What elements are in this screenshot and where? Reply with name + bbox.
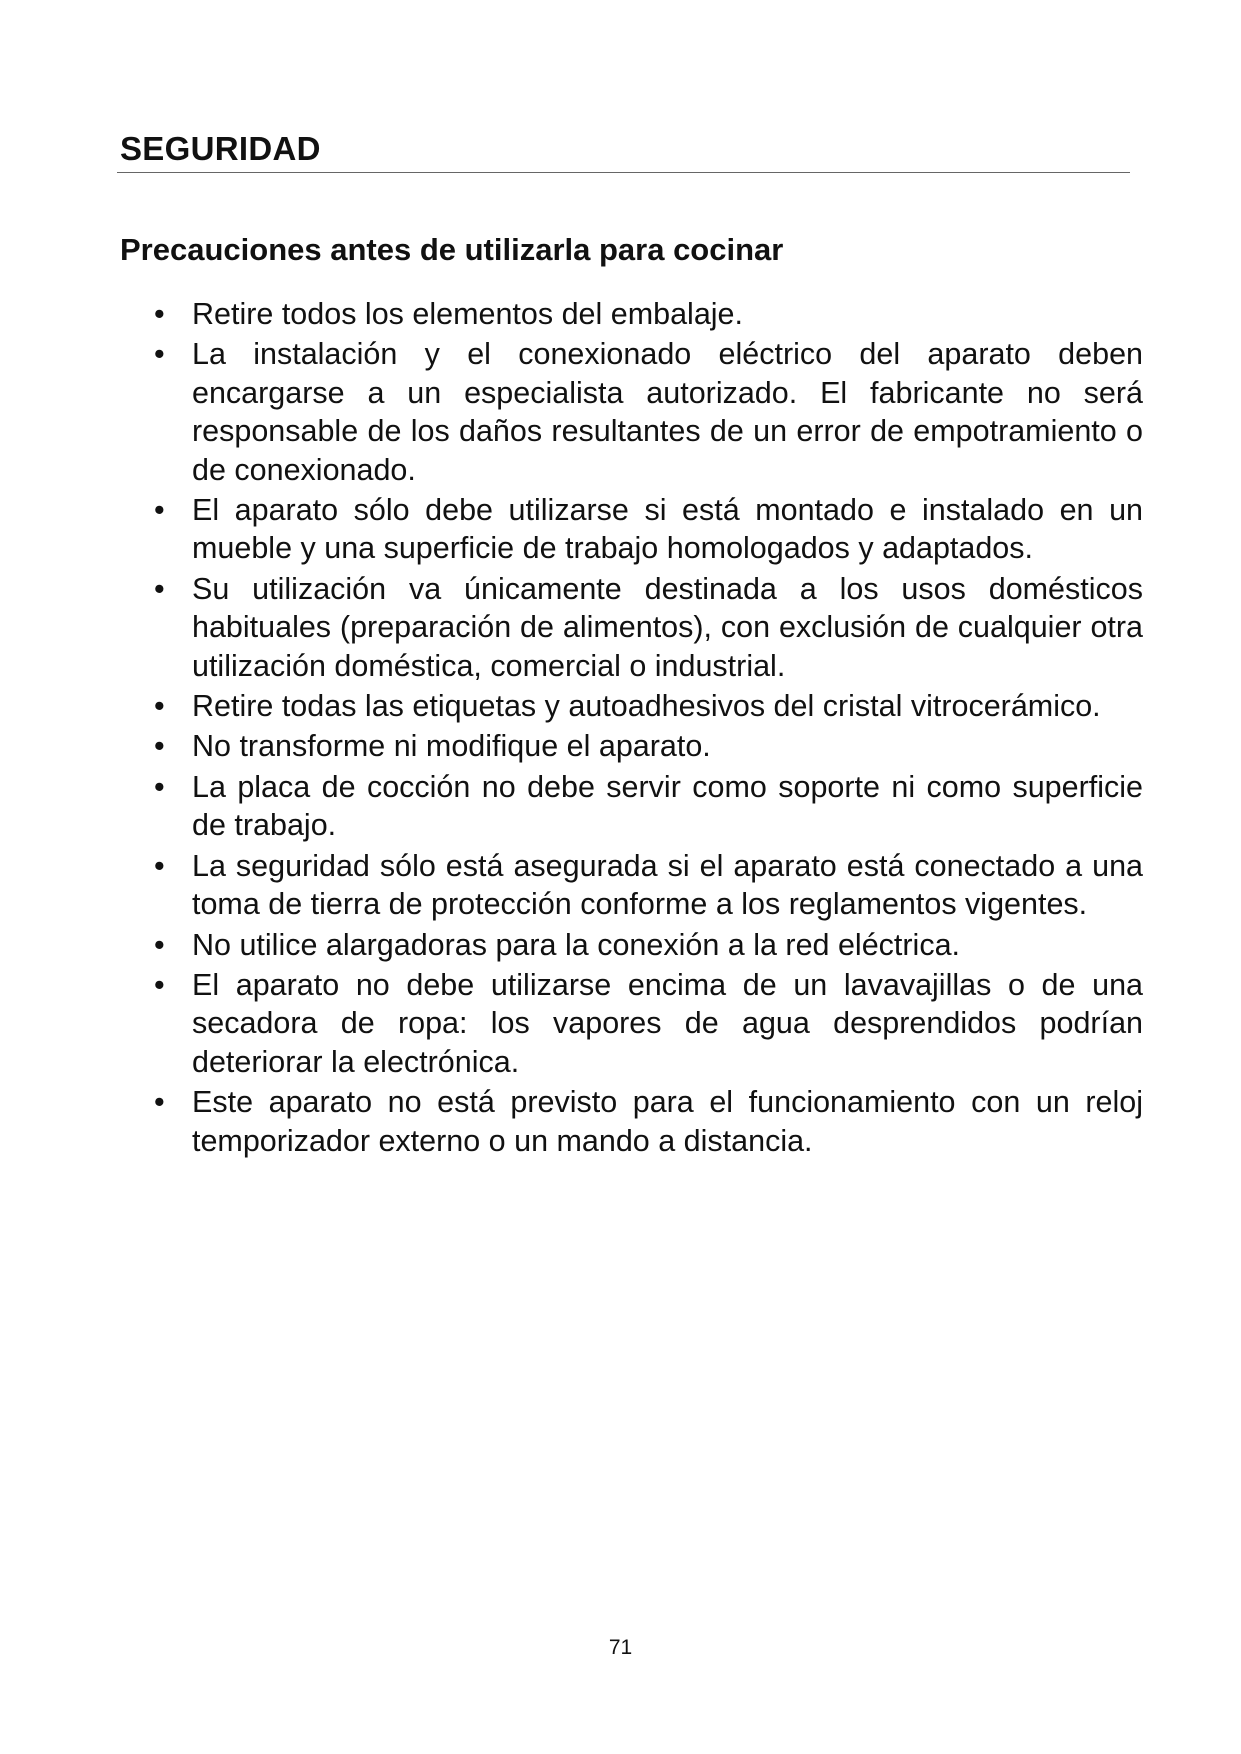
bullet-icon: • — [154, 1085, 165, 1120]
list-item — [150, 335, 1143, 489]
list-item-text: La placa de cocción no debe servir como soporte ni como superficie de trabajo. — [192, 769, 1143, 843]
list-item-text: No transforme ni modifique el aparato. — [192, 729, 711, 764]
list-item — [150, 1083, 1143, 1160]
list-item-text: La seguridad sólo está asegurada si el aparato está conectado a una toma de tierra de protección conforme a los reglamentos vigentes. — [192, 848, 1143, 922]
section-title: SEGURIDAD — [120, 130, 321, 167]
bullet-icon: • — [154, 927, 165, 962]
page-number: 71 — [608, 1636, 633, 1659]
list-item-text: No utilice alargadoras para la conexión a la red eléctrica. — [192, 927, 961, 962]
list-item-text: La instalación y el conexionado eléctrico del aparato deben encargarse a un especialista autorizado. El fabricante no será responsable de los daños resultantes de un error de empotramiento o de conexionado. — [192, 337, 1143, 487]
list-item — [150, 570, 1143, 685]
list-item — [150, 847, 1143, 924]
list-item-text: Este aparato no está previsto para el funcionamiento con un reloj temporizador externo o un mando a distancia. — [192, 1085, 1143, 1158]
list-item — [150, 295, 1143, 333]
bullet-icon: • — [154, 729, 165, 764]
bullet-icon: • — [154, 689, 165, 724]
bullet-icon: • — [154, 493, 165, 528]
list-item — [150, 966, 1143, 1081]
list-item-text: Retire todas las etiquetas y autoadhesivos del cristal vitrocerámico. — [192, 689, 1101, 724]
list-item — [150, 768, 1143, 845]
bullet-icon: • — [154, 571, 165, 606]
list-item-text: Su utilización va únicamente destinada a los usos domésticos habituales (preparación de alimentos), con exclusión de cualquier otra utilización doméstica, comercial o industrial. — [192, 571, 1143, 683]
list-item-text: Retire todos los elementos del embalaje. — [192, 297, 743, 331]
list-item — [150, 687, 1143, 725]
bullet-icon: • — [154, 769, 165, 804]
bullet-icon: • — [154, 337, 165, 372]
bullet-icon: • — [154, 967, 165, 1002]
bullet-icon: • — [154, 297, 165, 331]
list-item — [150, 926, 1143, 964]
bullet-icon: • — [154, 848, 165, 883]
title-divider — [117, 172, 1130, 173]
list-item-text: El aparato sólo debe utilizarse si está montado e instalado en un mueble y una superficie de trabajo homologados y adaptados. — [192, 493, 1143, 566]
list-item — [150, 727, 1143, 765]
subheading: Precauciones antes de utilizarla para cocinar — [120, 232, 784, 267]
list-item-text: El aparato no debe utilizarse encima de un lavavajillas o de una secadora de ropa: los vapores de agua desprendidos podrían deteriorar la electrónica. — [192, 967, 1143, 1079]
precautions-list — [150, 295, 1143, 1162]
list-item — [150, 491, 1143, 568]
